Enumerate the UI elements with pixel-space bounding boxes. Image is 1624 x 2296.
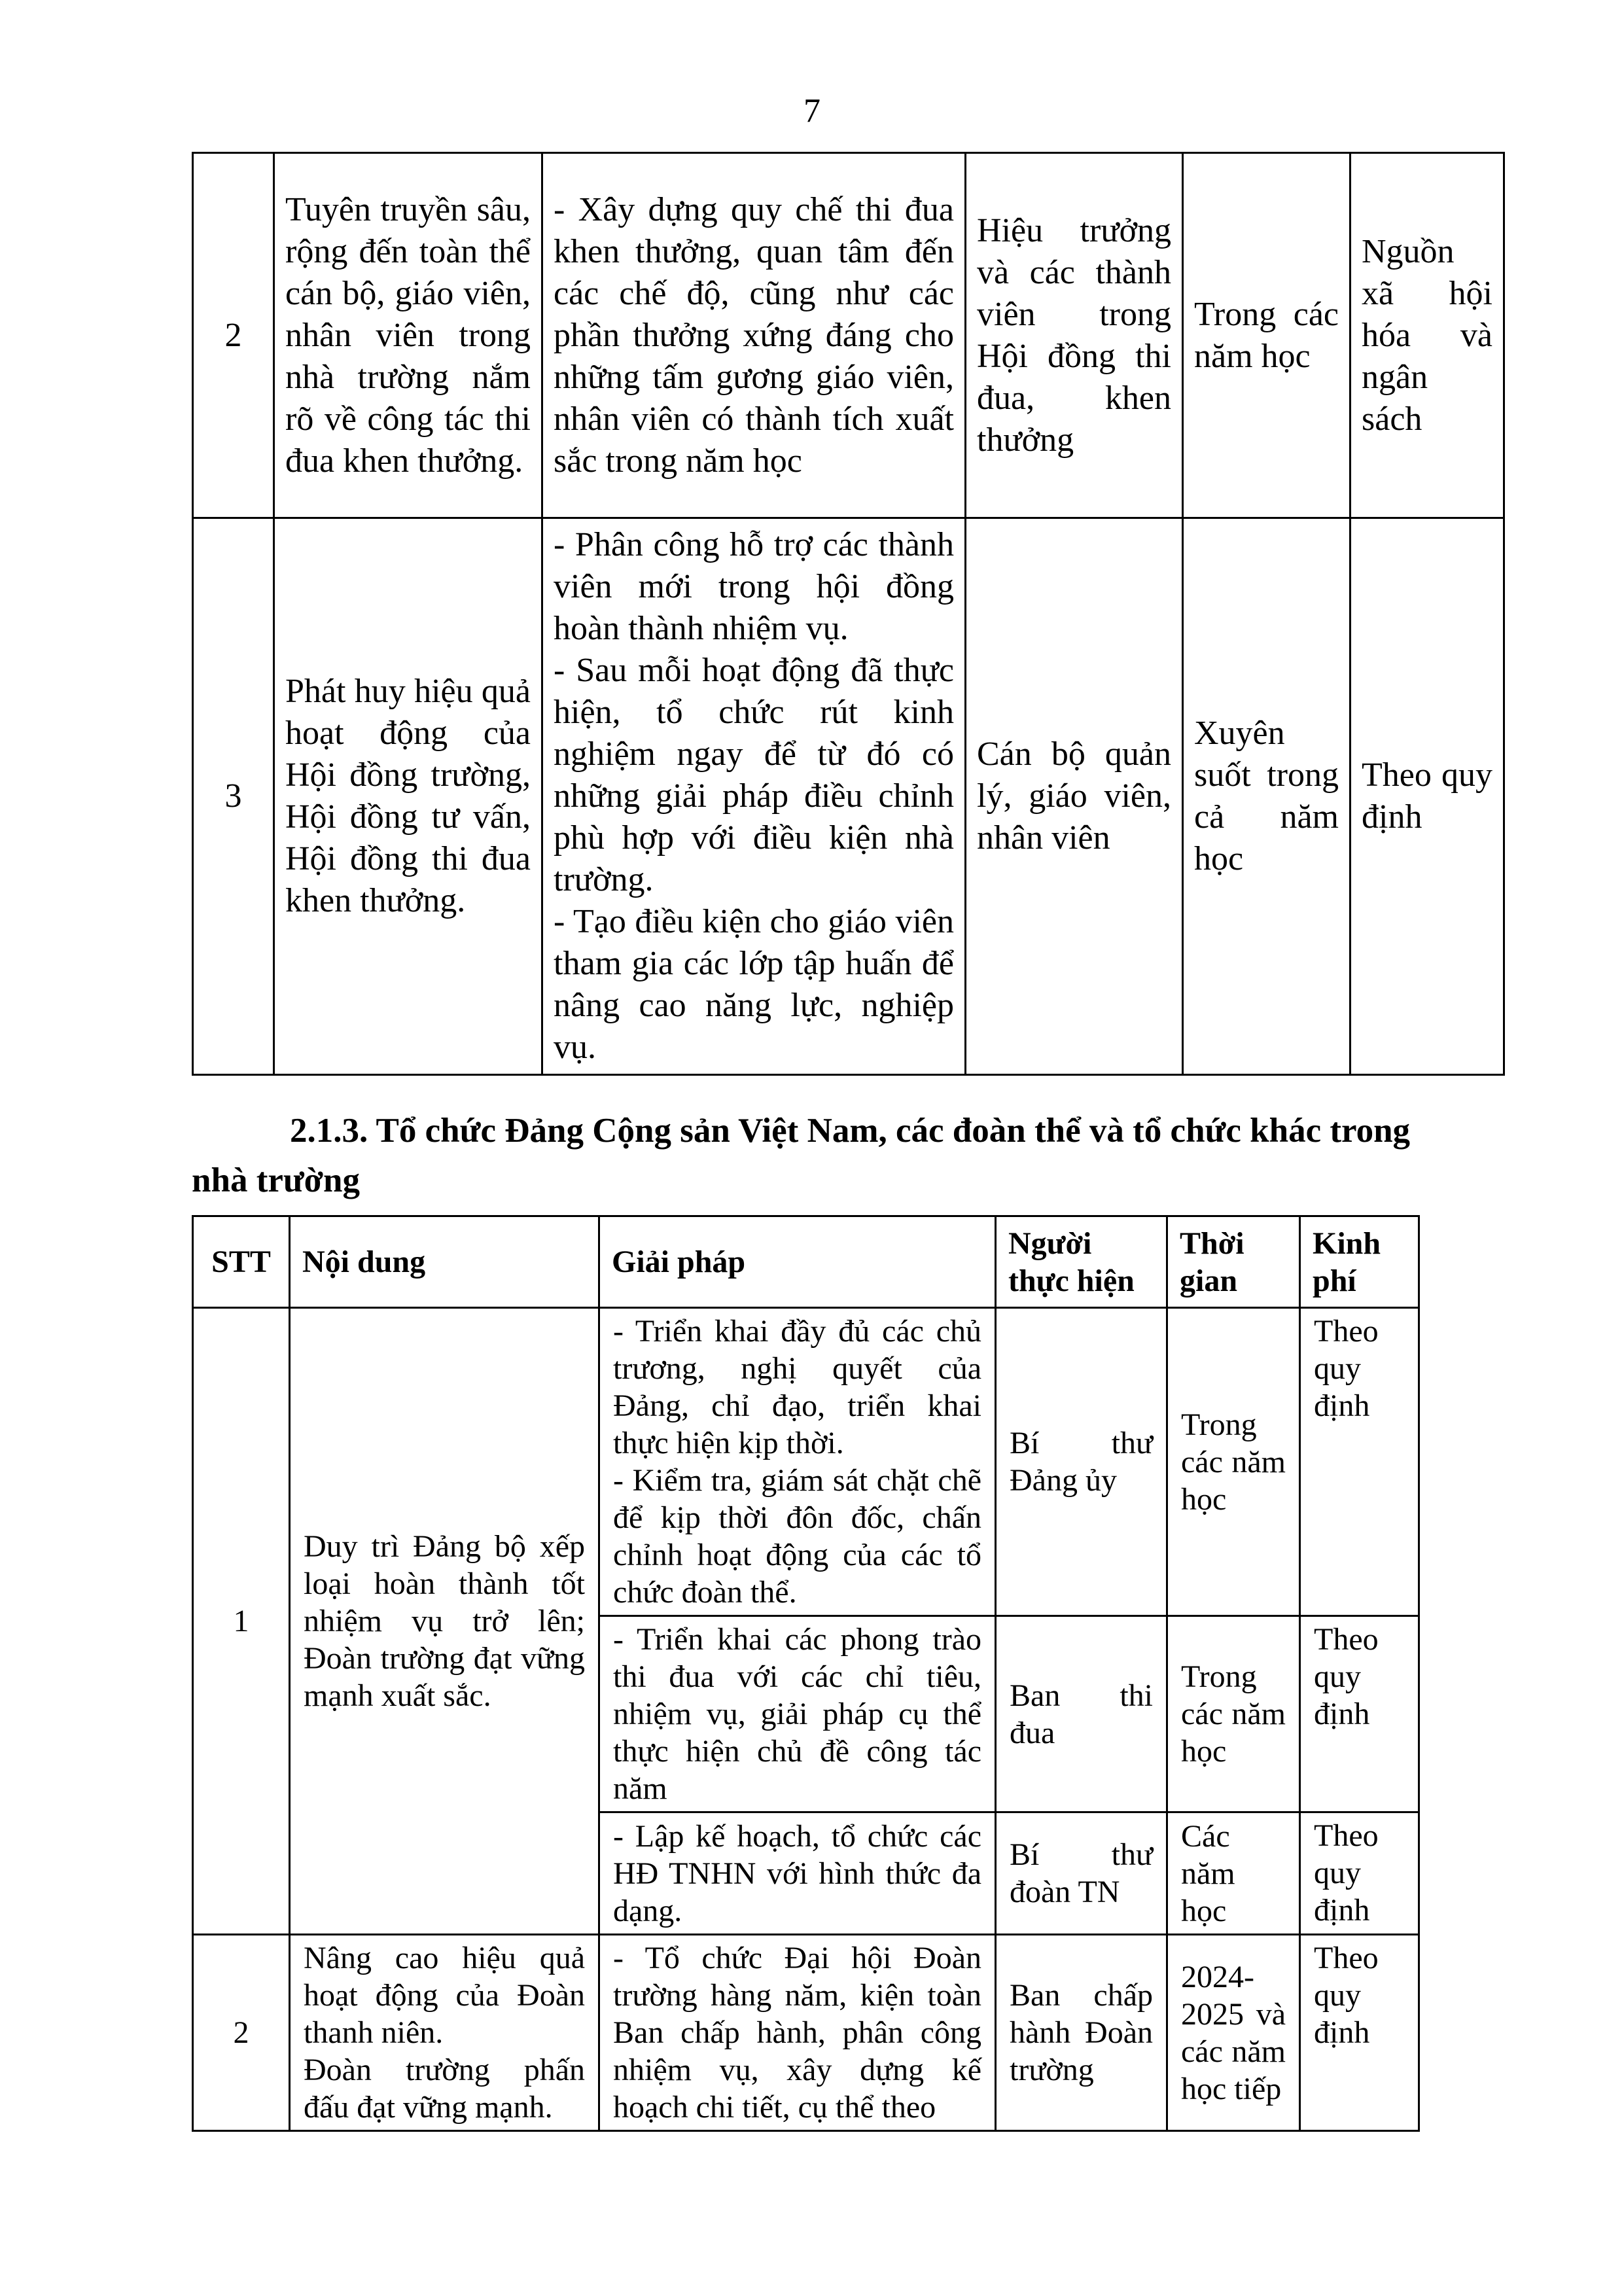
stt-cell: 2 <box>193 1935 290 2131</box>
noi-dung-cell: Phát huy hiệu quả hoạt động của Hội đồng trường, Hội đồng tư vấn, Hội đồng thi đua khen thưởng. <box>274 518 542 1075</box>
nguoi-thuc-hien-cell: Ban thi đua <box>996 1616 1167 1812</box>
giai-phap-cell: - Triển khai các phong trào thi đua với các chỉ tiêu, nhiệm vụ, giải pháp cụ thể thực hiện chủ đề công tác năm <box>599 1616 996 1812</box>
header-noi-dung: Nội dung <box>290 1216 599 1308</box>
nguoi-thuc-hien-cell: Bí thư Đảng ủy <box>996 1308 1167 1616</box>
nguoi-thuc-hien-cell: Ban chấp hành Đoàn trường <box>996 1935 1167 2131</box>
header-giai-phap: Giải pháp <box>599 1216 996 1308</box>
giai-phap-cell: - Lập kế hoạch, tổ chức các HĐ TNHN với hình thức đa dạng. <box>599 1812 996 1935</box>
table-continued <box>192 152 1505 1076</box>
thoi-gian-cell: Trong các năm học <box>1167 1616 1300 1812</box>
page-number: 7 <box>803 92 821 130</box>
header-nguoi-thuc-hien: Người thực hiện <box>996 1216 1167 1308</box>
kinh-phi-cell: Theo quy định <box>1300 1616 1419 1812</box>
nguoi-thuc-hien-cell: Bí thư đoàn TN <box>996 1812 1167 1935</box>
giai-phap-cell: - Tổ chức Đại hội Đoàn trường hàng năm, kiện toàn Ban chấp hành, phân công nhiệm vụ, xây dựng kế hoạch chi tiết, cụ thể theo <box>599 1935 996 2131</box>
nguoi-thuc-hien-cell: Hiệu trưởng và các thành viên trong Hội đồng thi đua, khen thưởng <box>966 153 1183 518</box>
table-row <box>193 1935 1419 2131</box>
kinh-phi-cell: Theo quy định <box>1300 1308 1419 1616</box>
nguoi-thuc-hien-cell: Cán bộ quản lý, giáo viên, nhân viên <box>966 518 1183 1075</box>
stt-cell: 1 <box>193 1308 290 1935</box>
giai-phap-line: - Tạo điều kiện cho giáo viên tham gia các lớp tập huấn để nâng cao năng lực, nghiệp vụ. <box>554 903 954 1066</box>
section-heading: 2.1.3. Tổ chức Đảng Cộng sản Việt Nam, các đoàn thể và tổ chức khác trong nhà trường <box>192 1112 1411 1199</box>
noi-dung-cell: Tuyên truyền sâu, rộng đến toàn thể cán bộ, giáo viên, nhân viên trong nhà trường nắm rõ về công tác thi đua khen thưởng. <box>274 153 542 518</box>
thoi-gian-cell: Các năm học <box>1167 1812 1300 1935</box>
thoi-gian-cell: Trong các năm học <box>1167 1308 1300 1616</box>
thoi-gian-cell: Xuyên suốt trong cả năm học <box>1183 518 1350 1075</box>
thoi-gian-cell: Trong các năm học <box>1183 153 1350 518</box>
noi-dung-line: Nâng cao hiệu quả hoạt động của Đoàn thanh niên. <box>304 1941 585 2050</box>
giai-phap-line: - Triển khai đầy đủ các chủ trương, nghị quyết của Đảng, chỉ đạo, triển khai thực hiện kịp thời. <box>613 1314 981 1460</box>
noi-dung-cell: Duy trì Đảng bộ xếp loại hoàn thành tốt nhiệm vụ trở lên; Đoàn trường đạt vững mạnh xuất sắc. <box>290 1308 599 1935</box>
noi-dung-line: Đoàn trường phấn đấu đạt vững mạnh. <box>304 2053 585 2125</box>
giai-phap-cell <box>599 1308 996 1616</box>
table-row <box>193 1308 1419 1616</box>
giai-phap-cell <box>542 518 966 1075</box>
stt-cell: 3 <box>193 518 274 1075</box>
giai-phap-line: - Kiểm tra, giám sát chặt chẽ để kịp thời đôn đốc, chấn chỉnh hoạt động của các tổ chức đoàn thể. <box>613 1463 981 1610</box>
header-stt: STT <box>193 1216 290 1308</box>
header-kinh-phi: Kinh phí <box>1300 1216 1419 1308</box>
kinh-phi-cell: Nguồn xã hội hóa và ngân sách <box>1350 153 1504 518</box>
giai-phap-line: - Sau mỗi hoạt động đã thực hiện, tổ chức rút kinh nghiệm ngay để từ đó có những giải pháp điều chỉnh phù hợp với điều kiện nhà trường. <box>554 652 954 898</box>
kinh-phi-cell: Theo quy định <box>1350 518 1504 1075</box>
stt-cell: 2 <box>193 153 274 518</box>
kinh-phi-cell: Theo quy định <box>1300 1935 1419 2131</box>
kinh-phi-cell: Theo quy định <box>1300 1812 1419 1935</box>
giai-phap-cell: - Xây dựng quy chế thi đua khen thưởng, quan tâm đến các chế độ, cũng như các phần thưởng xứng đáng cho những tấm gương giáo viên, nhân viên có thành tích xuất sắc trong năm học <box>542 153 966 518</box>
table-row <box>193 153 1504 518</box>
noi-dung-cell <box>290 1935 599 2131</box>
thoi-gian-cell: 2024-2025 và các năm học tiếp <box>1167 1935 1300 2131</box>
table-row <box>193 518 1504 1075</box>
table-header-row <box>193 1216 1419 1308</box>
table-party-organizations <box>192 1215 1420 2132</box>
header-thoi-gian: Thời gian <box>1167 1216 1300 1308</box>
giai-phap-line: - Phân công hỗ trợ các thành viên mới trong hội đồng hoàn thành nhiệm vụ. <box>554 526 954 647</box>
